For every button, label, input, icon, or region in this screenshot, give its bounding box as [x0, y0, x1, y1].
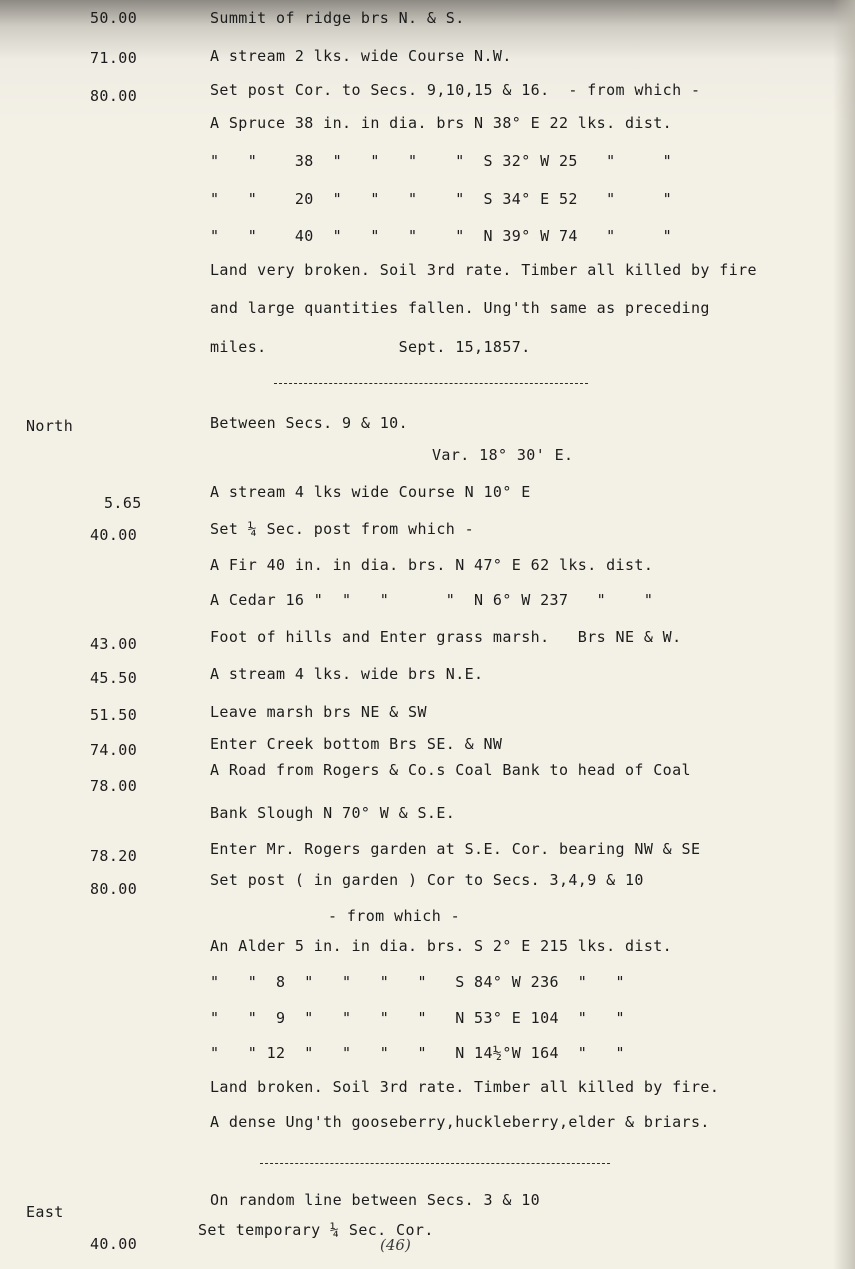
note-line: " " 40 " " " " N 39° W 74 " " [210, 227, 673, 245]
distance-value: 78.00 [90, 777, 138, 795]
distance-value: 40.00 [90, 526, 138, 544]
direction-label: North [26, 417, 74, 435]
note-line: Set post ( in garden ) Cor to Secs. 3,4,9 & 10 [210, 871, 644, 889]
note-line: Leave marsh brs NE & SW [210, 703, 427, 721]
section-divider [260, 1163, 610, 1164]
distance-value: 71.00 [90, 49, 138, 67]
note-line: Between Secs. 9 & 10. [210, 414, 409, 432]
distance-value: 78.20 [90, 847, 138, 865]
note-line: A stream 2 lks. wide Course N.W. [210, 47, 512, 65]
distance-value: 40.00 [90, 1235, 138, 1253]
distance-value: 43.00 [90, 635, 138, 653]
note-line: A Fir 40 in. in dia. brs. N 47° E 62 lks. dist. [210, 556, 654, 574]
page-number: (46) [380, 1236, 411, 1254]
note-line: A dense Ung'th gooseberry,huckleberry,elder & briars. [210, 1113, 710, 1131]
note-line: " " 8 " " " " S 84° W 236 " " [210, 973, 625, 991]
note-line: A Spruce 38 in. in dia. brs N 38° E 22 lks. dist. [210, 114, 673, 132]
note-line: An Alder 5 in. in dia. brs. S 2° E 215 lks. dist. [210, 937, 673, 955]
note-line: miles. Sept. 15,1857. [210, 338, 531, 356]
note-line: " " 12 " " " " N 14½°W 164 " " [210, 1044, 625, 1062]
note-line: Land very broken. Soil 3rd rate. Timber all killed by fire [210, 261, 757, 279]
note-line: A stream 4 lks wide Course N 10° E [210, 483, 531, 501]
distance-value: 80.00 [90, 87, 138, 105]
direction-label: East [26, 1203, 64, 1221]
note-line: Foot of hills and Enter grass marsh. Brs NE & W. [210, 628, 682, 646]
note-line: A stream 4 lks. wide brs N.E. [210, 665, 484, 683]
page-edge-shadow [833, 0, 855, 1269]
distance-value: 45.50 [90, 669, 138, 687]
note-line: Enter Mr. Rogers garden at S.E. Cor. bearing NW & SE [210, 840, 701, 858]
note-line: Bank Slough N 70° W & S.E. [210, 804, 456, 822]
note-line: " " 9 " " " " N 53° E 104 " " [210, 1009, 625, 1027]
distance-value: 80.00 [90, 880, 138, 898]
distance-value: 5.65 [104, 494, 142, 512]
variation-line: Var. 18° 30' E. [432, 446, 574, 464]
note-line: Set temporary ¼ Sec. Cor. [198, 1221, 434, 1239]
note-line: Summit of ridge brs N. & S. [210, 9, 465, 27]
note-line: A Cedar 16 " " " " N 6° W 237 " " [210, 591, 654, 609]
note-line: Land broken. Soil 3rd rate. Timber all killed by fire. [210, 1078, 720, 1096]
note-line: - from which - [328, 907, 461, 925]
note-line: and large quantities fallen. Ung'th same as preceding [210, 299, 710, 317]
note-line: A Road from Rogers & Co.s Coal Bank to head of Coal [210, 761, 691, 779]
distance-value: 51.50 [90, 706, 138, 724]
note-line: Set ¼ Sec. post from which - [210, 520, 475, 538]
section-divider [274, 383, 588, 384]
note-line: Enter Creek bottom Brs SE. & NW [210, 735, 503, 753]
distance-value: 74.00 [90, 741, 138, 759]
note-line: " " 38 " " " " S 32° W 25 " " [210, 152, 673, 170]
note-line: " " 20 " " " " S 34° E 52 " " [210, 190, 673, 208]
note-line: On random line between Secs. 3 & 10 [210, 1191, 541, 1209]
distance-value: 50.00 [90, 9, 138, 27]
note-line: Set post Cor. to Secs. 9,10,15 & 16. - from which - [210, 81, 701, 99]
